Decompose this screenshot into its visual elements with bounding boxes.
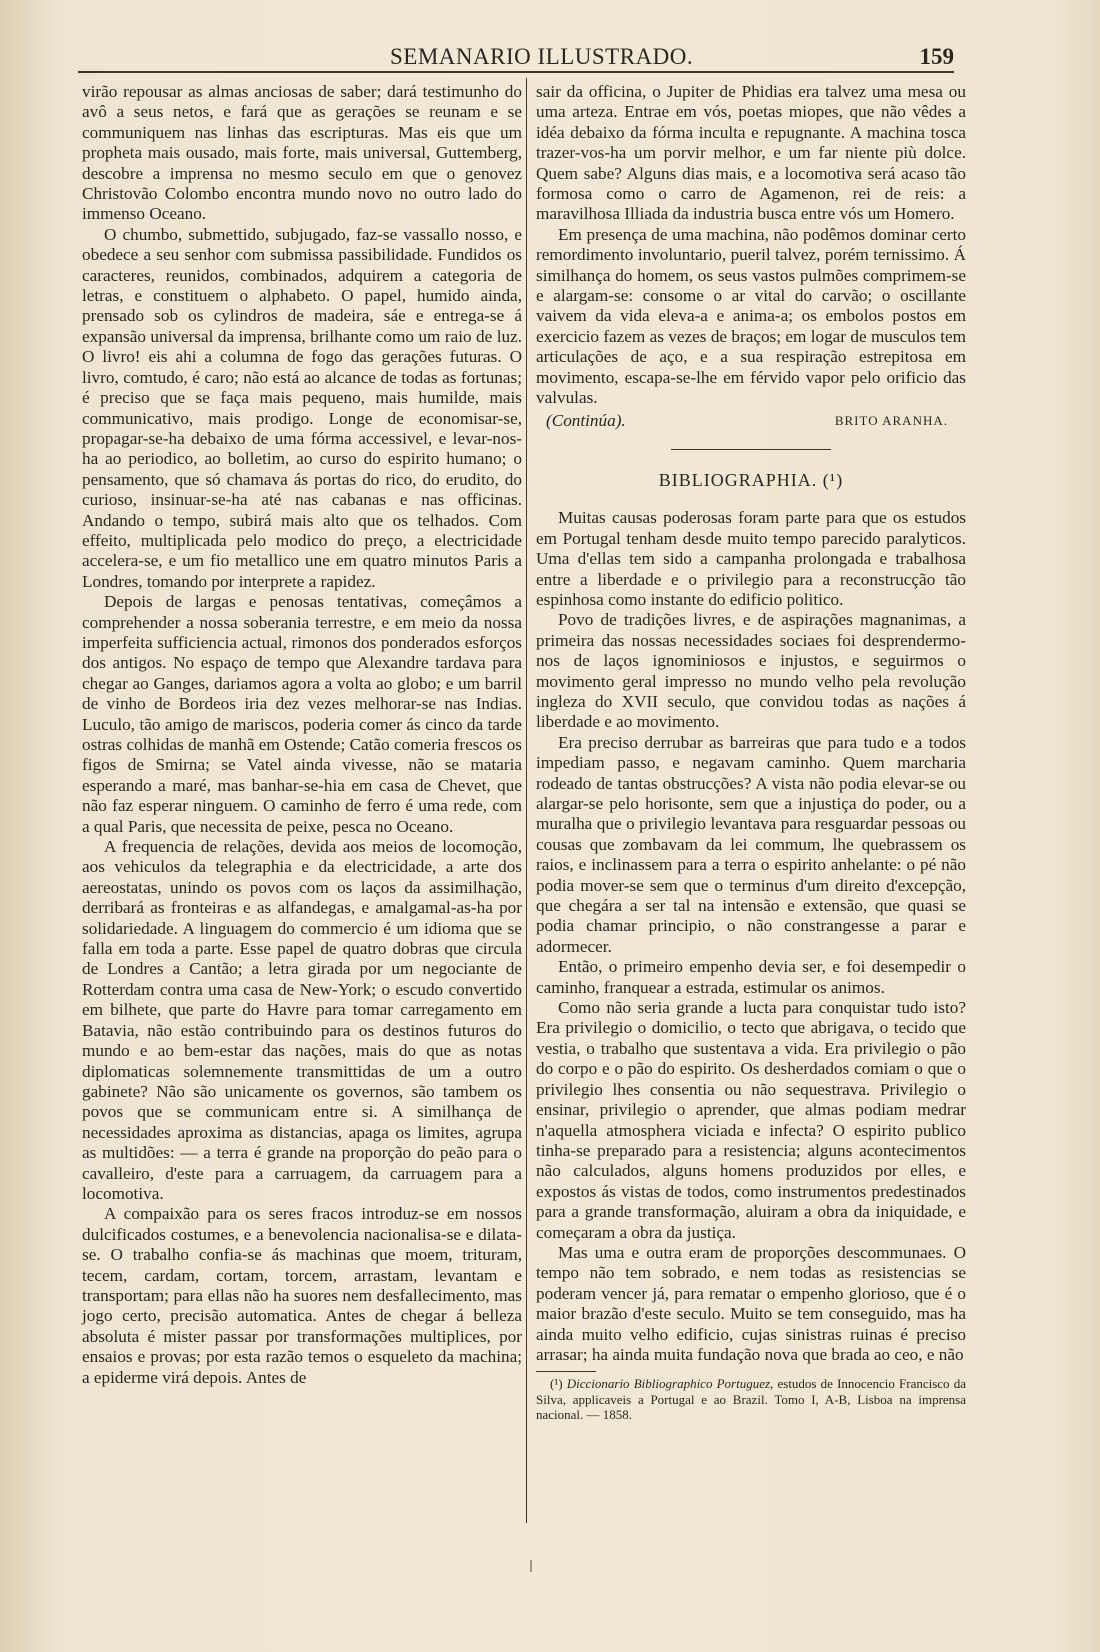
left-column (82, 82, 522, 1388)
signature-line (536, 411, 966, 431)
footnote-marker: (¹) (550, 1376, 563, 1392)
left-paragraph: A frequencia de relações, devida aos meios de locomoção, aos vehiculos da telegraphia e da electricidade, a arte dos aereostatas, unindo os povos com os laços da assimilhação, derribará as fronteiras e as alfandegas, e amalgamal-as-ha por solidariedade. A linguagem do commercio é um idioma que se falla em toda a parte. Esse papel de quatro dobras que circula de Londres a Cantão; a letra girada por um negociante de Rotterdam contra uma casa de New-York; o escudo convertido em bilhete, que parte do Havre para tomar carregamento em Batavia, não estão contribuindo para os destinos futuros do mundo e ao bem-estar das nações, mais do que as notas diplomaticas solemnemente transmittidas de um a outro gabinete? Não são unicamente os governos, são tambem os povos que se communicam entre si. A similhança de necessidades aproxima as distancias, apaga os limites, agrupa as multidões: — a terra é grande na proporção do peão para o cavalleiro, d'este para a carruagem, da carruagem para a locomotiva. (82, 837, 522, 1203)
section-title: BIBLIOGRAPHIA. (¹) (658, 469, 844, 490)
page-number: 159 (919, 44, 954, 69)
footnote-source: Diccionario Bibliographico Portuguez, (566, 1376, 774, 1392)
right-column (536, 82, 966, 1423)
running-title: SEMANARIO ILLUSTRADO. (390, 44, 694, 69)
section-rule (671, 449, 831, 450)
left-paragraph: virão repousar as almas anciosas de saber; dará testimunho do avô a seus netos, e fará que as gerações se reunam e se communiquem nas linhas das escripturas. Mas eis que um propheta mais ousado, mais forte, mais universal, Guttemberg, descobre a imprensa no mesmo seculo em que o genovez Christovão Colombo encontra mundo novo no outro lado do immenso Oceano. (82, 82, 522, 224)
footnote (536, 1376, 966, 1423)
section-paragraph: Então, o primeiro empenho devia ser, e foi desempedir o caminho, franquear a estrada, estimular os animos. (536, 957, 966, 997)
footnote-text: estudos de Innocencio Francisco da Silva, applicaveis a Portugal e ao Brazil. Tomo I, A-B, Lisboa na imprensa nacional. — 1858. (536, 1376, 966, 1423)
left-paragraph: O chumbo, submettido, subjugado, faz-se vassallo nosso, e obedece a seu senhor com submissa passibilidade. Fundidos os caracteres, reunidos, combinados, adquirem a categoria de letras, e constituem o alphabeto. O papel, humido ainda, prensado sob os cylindros de madeira, sáe e entrega-se á expansão universal da imprensa, brilhante como um raio de luz. O livro! eis ahi a columna de fogo das gerações futuras. O livro, comtudo, é caro; não está ao alcance de todas as fortunas; é preciso que se faça mais pequeno, mais humilde, mais communicativo, mais prodigo. Longe de economisar-se, propagar-se-ha debaixo de uma fórma accessivel, e levar-nos-ha ao periodico, ao bolletim, ao curso do espirito humano; o pensamento, que só chamava ás portas do rico, do erudito, do curioso, insinuar-se-ha até nas cabanas e nas officinas. Andando o tempo, subirá mais alto que os telhados. Com effeito, multiplicada pelo modico do preço, a electricidade accelera-se, e um fio metallico une em quatro minutos Paris a Londres, tomando por interprete a rapidez. (82, 224, 522, 591)
left-paragraph: A compaixão para os seres fracos introduz-se em nossos dulcificados costumes, e a benevolencia nacionalisa-se e dilata-se. O trabalho confia-se ás machinas que moem, trituram, tecem, cardam, cortam, torcem, arrastam, levantam e transportam; para ellas não ha suores nem desfallecimento, mas jogo certo, precisão automatica. Antes de chegar á belleza absoluta é mister passar por transformações multiplices, por ensaios e provas; por esta razão temos o esqueleto da machina; a epiderme virá depois. Antes de (82, 1204, 522, 1387)
right-paragraph: sair da officina, o Jupiter de Phidias era talvez uma mesa ou uma arteza. Entrae em vós, poetas miopes, que não vêdes a idéa debaixo da fórma inculta e repugnante. A machina tosca trazer-vos-ha um porvir melhor, e um far niente più dolce. Quem sabe? Alguns dias mais, e a locomotiva será acaso tão formosa como o carro de Agamenon, rei de reis: a maravilhosa Illiada da industria busca entre vós um Homero. (536, 82, 966, 224)
page-header (78, 44, 954, 74)
header-rule (78, 71, 954, 73)
section-paragraph: Muitas causas poderosas foram parte para que os estudos em Portugal tenham desde muito tempo parecido paralyticos. Uma d'ellas tem sido a campanha prolongada e trabalhosa entre a liberdade e o privilegio para a reconstrucção tão espinhosa como instante do edificio politico. (536, 508, 966, 609)
footnote-rule (536, 1371, 596, 1372)
continua-note: (Continúa). (546, 410, 626, 430)
left-paragraph: Depois de largas e penosas tentativas, começâmos a comprehender a nossa soberania terrestre, e em meio da nossa imperfeita sufficiencia actual, rimonos dos ponderados esforços dos antigos. No espaço de tempo que Alexandre tardava para chegar ao Ganges, dariamos agora a volta ao globo; e um barril de vinho de Bordeos iria dez vezes melhorar-se nas Indias. Luculo, tão amigo de mariscos, poderia comer ás cinco da tarde ostras colhidas de manhã em Ostende; Catão comeria frescos os figos de Smirna; se Vatel ainda vivesse, não se mataria esperando a maré, mas banhar-se-hia em casa de Chevet, que não faz esperar ninguem. O caminho de ferro é uma rede, com a qual Paris, que necessita de peixe, pesca no Oceano. (82, 592, 522, 836)
section-paragraph: Era preciso derrubar as barreiras que para tudo e a todos impediam passo, e negavam caminho. Quem marcharia rodeado de tantas obstrucções? A vista não podia elevar-se ou alargar-se pelo horisonte, sem que a injustiça do poder, ou a muralha que o privilegio levantava para resguardar pessoas ou cousas que zombavam da lei commum, lhe quebrassem os raios, e inclinassem para a terra o espirito anhelante: o pé não podia mover-se sem que o terminus d'um direito d'excepção, que chegára a ser tal na intensão e extensão, que quasi se podia chamar principio, o não constrangesse a parar e adormecer. (536, 732, 966, 956)
column-divider (526, 78, 527, 1523)
print-mark (530, 1560, 532, 1572)
section-paragraph: Mas uma e outra eram de proporções descommunaes. O tempo não tem sobrado, e nem todas as resistencias se poderam vencer já, para rematar o empenho glorioso, que é o maior brazão d'este seculo. Muito se tem conseguido, mas ha ainda muito velho edificio, cujas sinistras ruinas é preciso arrasar; ha ainda muita fundação nova que brada ao ceo, e não (536, 1242, 966, 1364)
right-paragraph: Em presença de uma machina, não podêmos dominar certo remordimento involuntario, pueril talvez, porém ternissimo. Á similhança do homem, os seus vastos pulmões comprimem-se e alargam-se: consome o ar vital do carvão; o oscillante vaivem da vida eleva-a e anima-a; os embolos postos em exercicio fazem as vezes de braços; em logar de musculos tem articulações de aço, e a sua respiração estrepitosa em movimento, escapa-se-lhe em férvido vapor pelo orificio das valvulas. (536, 224, 966, 408)
section-paragraph: Povo de tradições livres, e de aspirações magnanimas, a primeira das nossas necessidades sociaes foi desprendermo-nos de laços ignominiosos e injustos, e seguirmos o movimento geral impresso no mundo velho pela revolução ingleza do XVII seculo, que convidou todas as nações á liberdade e ao movimento. (536, 610, 966, 732)
author-name: BRITO ARANHA. (834, 412, 948, 428)
section-paragraph: Como não seria grande a lucta para conquistar tudo isto? Era privilegio o domicilio, o tecto que abrigava, o tecido que vestia, o trabalho que sustentava a vida. Era privilegio o pão do corpo e o pão do espirito. Os desherdados comiam o que o privilegio lhes consentia ou não sequestrava. Privilegio o ensinar, privilegio o aprender, que almas podiam medrar n'aquella atmosphera viciada e infecta? O espirito publico tinha-se preparado para a resistencia; alguns acontecimentos não calculados, alguns homens produzidos por elles, e expostos ás vistas de todos, como instrumentos predestinados para a grande transformação, aluiram a obra da iniquidade, e começaram a obra da justiça. (536, 998, 966, 1242)
